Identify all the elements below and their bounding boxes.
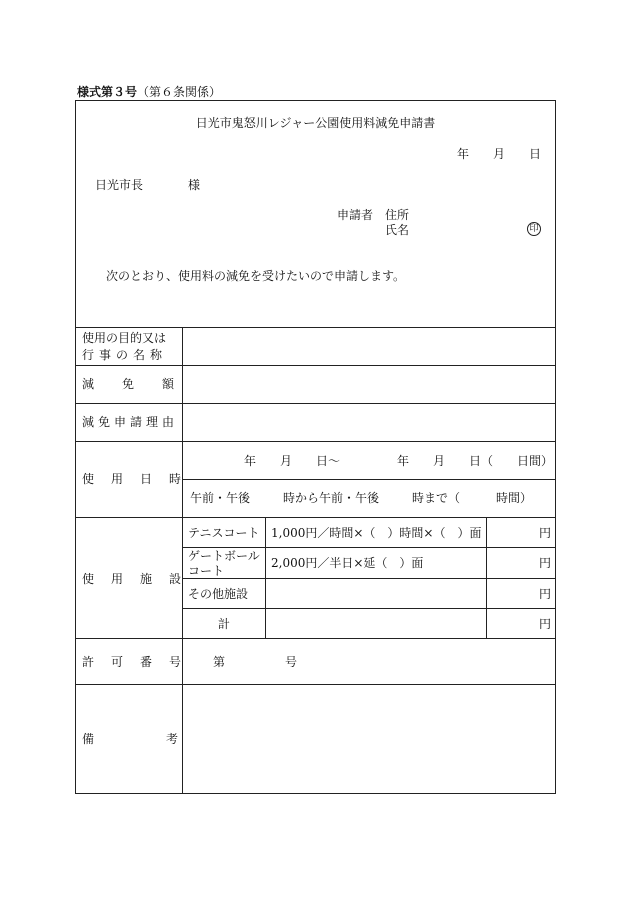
facilities-label: 使用施設 xyxy=(82,572,199,586)
permit-dai: 第 xyxy=(213,655,226,669)
divider-date-time xyxy=(182,479,556,480)
remarks-label-end: 考 xyxy=(166,732,179,746)
applicant-name-label: 氏名 xyxy=(385,223,410,237)
form-number-main: 様式第３号 xyxy=(77,85,138,99)
time-row-until: 時まで（ xyxy=(412,491,461,505)
form-number-paren: （第６条関係） xyxy=(137,85,222,99)
remarks-label-start: 備 xyxy=(82,732,95,746)
divider-fac-1 xyxy=(182,547,556,548)
facility-tennis-name: テニスコート xyxy=(188,526,260,540)
date-row-year: 年 xyxy=(244,454,257,468)
divider-usage xyxy=(75,517,556,518)
time-row-hours: 時間） xyxy=(496,491,533,505)
usage-datetime-label: 使用日時 xyxy=(82,472,199,486)
remarks-field[interactable] xyxy=(183,685,555,793)
reduction-reason-field[interactable] xyxy=(183,404,555,440)
reduction-amount-label: 減免額 xyxy=(82,377,203,391)
document-title: 日光市鬼怒川レジャー公園使用料減免申請書 xyxy=(195,116,436,130)
reduction-reason-label: 減免申請理由 xyxy=(82,415,179,429)
time-row-from: 時から午前・午後 xyxy=(283,491,380,505)
facility-gateball-name-line1: ゲートボール xyxy=(188,549,260,563)
facility-tennis-rate: 1,000円／時間×（ ）時間×（ ）面 xyxy=(271,526,482,540)
divider-fac-3 xyxy=(182,608,556,609)
addressee-name: 日光市長 xyxy=(95,178,144,192)
divider-fac-2 xyxy=(182,578,556,579)
divider-reason xyxy=(75,441,556,442)
date-day: 日 xyxy=(529,147,542,161)
permit-label: 許可番号 xyxy=(82,655,199,669)
purpose-label-line1: 使用の目的又は xyxy=(82,331,167,345)
time-row-start: 午前・午後 xyxy=(190,491,251,505)
form-number xyxy=(77,86,221,98)
facility-gateball-rate: 2,000円／半日×延（ ）面 xyxy=(271,556,424,570)
facility-amount-divider xyxy=(486,517,487,638)
facility-gateball-unit: 円 xyxy=(539,556,552,570)
purpose-field[interactable] xyxy=(183,328,555,364)
facility-name-divider xyxy=(265,517,266,638)
facility-other-name: その他施設 xyxy=(188,587,249,601)
date-year: 年 xyxy=(457,147,470,161)
seal-icon: 印 xyxy=(527,222,541,236)
applicant-label: 申請者 xyxy=(337,208,374,222)
facility-total-name: 計 xyxy=(218,617,231,631)
applicant-address-label: 住所 xyxy=(385,208,410,222)
permit-go: 号 xyxy=(285,655,298,669)
facility-total-unit: 円 xyxy=(539,617,552,631)
date-row-year2: 年 xyxy=(397,454,410,468)
date-row-day-tilde: 日～ xyxy=(316,454,341,468)
date-row-day-paren: 日（ xyxy=(469,454,494,468)
date-row-days-close: 日間） xyxy=(517,454,554,468)
date-month: 月 xyxy=(493,147,506,161)
facility-tennis-unit: 円 xyxy=(539,526,552,540)
reduction-amount-field[interactable] xyxy=(183,366,555,402)
date-row-month: 月 xyxy=(280,454,293,468)
facility-other-unit: 円 xyxy=(539,587,552,601)
body-text: 次のとおり、使用料の減免を受けたいので申請します。 xyxy=(106,269,406,283)
date-row-month2: 月 xyxy=(433,454,446,468)
purpose-label-line2: 行事の名称 xyxy=(82,348,168,362)
facility-gateball-name-line2: コート xyxy=(188,564,225,578)
divider-facilities xyxy=(75,638,556,639)
addressee-honorific: 様 xyxy=(188,178,201,192)
